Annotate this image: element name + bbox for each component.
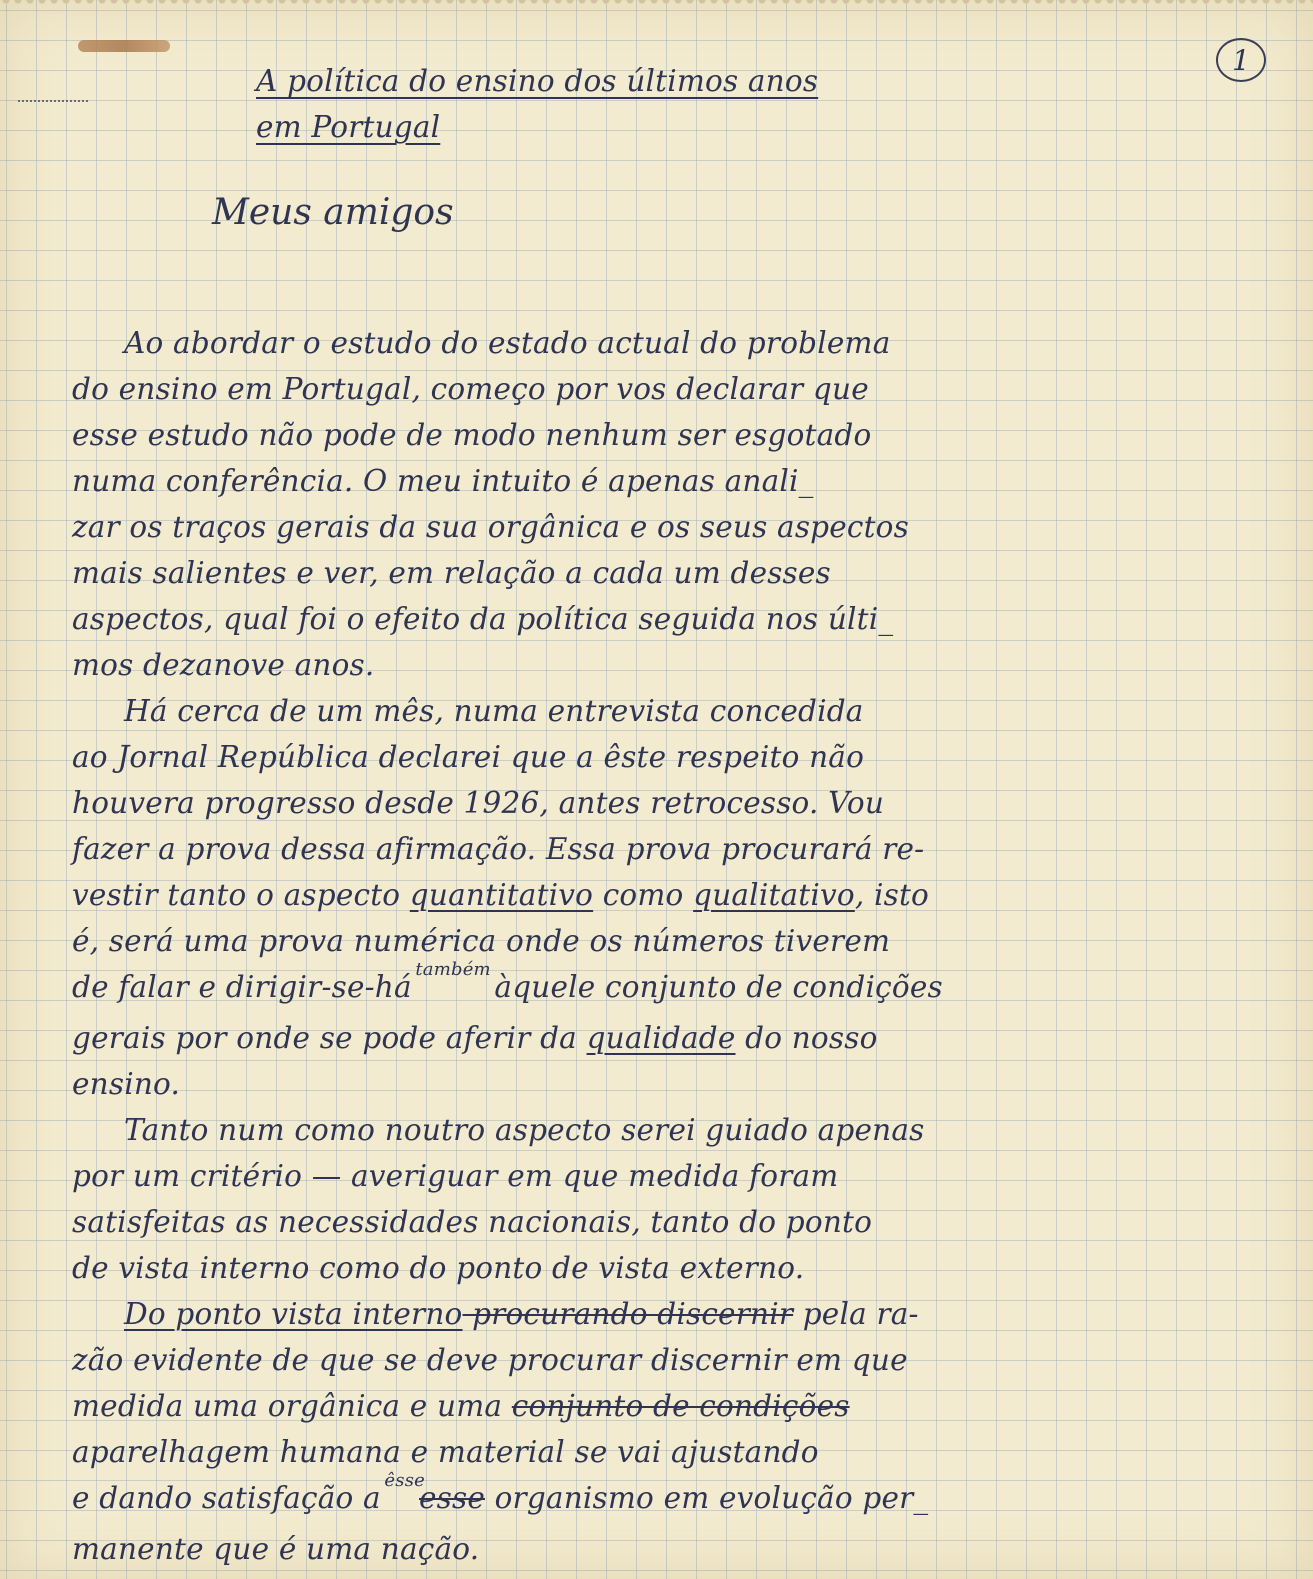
text-fragment: organismo em evolução per_: [485, 1481, 929, 1515]
text-line: por um critério — averiguar em que medida foram: [72, 1159, 839, 1193]
text-line: Há cerca de um mês, numa entrevista concedida: [124, 694, 864, 728]
text-fragment: gerais por onde se pode aferir da: [72, 1021, 587, 1055]
underlined-phrase: Do ponto vista interno: [124, 1297, 463, 1331]
text-fragment: medida uma orgânica e uma: [72, 1389, 512, 1423]
text-line: [72, 1470, 1272, 1526]
text-line: do ensino em Portugal, começo por vos declarar que: [72, 372, 869, 406]
text-line: de vista interno como do ponto de vista externo.: [72, 1251, 805, 1285]
text-fragment: pela ra-: [793, 1297, 919, 1331]
text-line: esse estudo não pode de modo nenhum ser esgotado: [72, 418, 872, 452]
title-line-2: em Portugal: [256, 110, 441, 144]
text-line: [72, 1015, 1272, 1061]
text-line: fazer a prova dessa afirmação. Essa prova procurará re-: [72, 832, 925, 866]
title-line-1: A política do ensino dos últimos anos: [256, 64, 819, 98]
text-line: satisfeitas as necessidades nacionais, tanto do ponto: [72, 1205, 873, 1239]
struck-out-text: esse: [419, 1481, 485, 1515]
text-fragment: e dando satisfação a: [72, 1481, 391, 1515]
margin-dash-mark: [18, 100, 88, 102]
text-line: manente que é uma nação.: [72, 1532, 480, 1566]
text-line: houvera progresso desde 1926, antes retrocesso. Vou: [72, 786, 885, 820]
text-line: ensino.: [72, 1067, 181, 1101]
text-line: Ao abordar o estudo do estado actual do problema: [124, 326, 891, 360]
text-line: aparelhagem humana e material se vai ajustando: [72, 1435, 819, 1469]
struck-out-text: procurando discernir: [462, 1297, 794, 1331]
interlinear-insertion: também: [415, 959, 491, 980]
text-fragment: como: [593, 878, 694, 912]
text-line: numa conferência. O meu intuito é apenas anali_: [72, 464, 814, 498]
salutation: Meus amigos: [212, 192, 454, 233]
text-fragment: àquele conjunto de condições: [484, 970, 943, 1004]
struck-out-text: conjunto de condições: [511, 1389, 850, 1423]
text-line: é, será uma prova numérica onde os números tiverem: [72, 924, 891, 958]
text-line: mais salientes e ver, em relação a cada um desses: [72, 556, 831, 590]
letter-body: [72, 320, 1272, 1572]
text-fragment: de falar e dirigir-se-há: [72, 970, 422, 1004]
text-line: [72, 1291, 1272, 1337]
underlined-word: qualidade: [586, 1021, 736, 1055]
text-line: [72, 872, 1272, 918]
text-line: [72, 1383, 1272, 1429]
text-line: Tanto num como noutro aspecto serei guiado apenas: [124, 1113, 925, 1147]
text-line: ao Jornal República declarei que a êste respeito não: [72, 740, 865, 774]
page-number: 1: [1216, 38, 1266, 82]
text-line: mos dezanove anos.: [72, 648, 375, 682]
interlinear-insertion: êsse: [384, 1470, 425, 1491]
text-line: [72, 959, 1272, 1015]
text-fragment: , isto: [854, 878, 929, 912]
text-line: aspectos, qual foi o efeito da política seguida nos últi_: [72, 602, 894, 636]
perforated-edge: [0, 0, 1313, 10]
underlined-word: qualitativo: [693, 878, 855, 912]
underlined-word: quantitativo: [409, 878, 594, 912]
text-line: zar os traços gerais da sua orgânica e os seus aspectos: [72, 510, 909, 544]
tape-residue: [78, 40, 170, 52]
text-line: zão evidente de que se deve procurar discernir em que: [72, 1343, 908, 1377]
page-title: [256, 58, 1176, 150]
text-fragment: do nosso: [735, 1021, 878, 1055]
text-fragment: vestir tanto o aspecto: [72, 878, 410, 912]
